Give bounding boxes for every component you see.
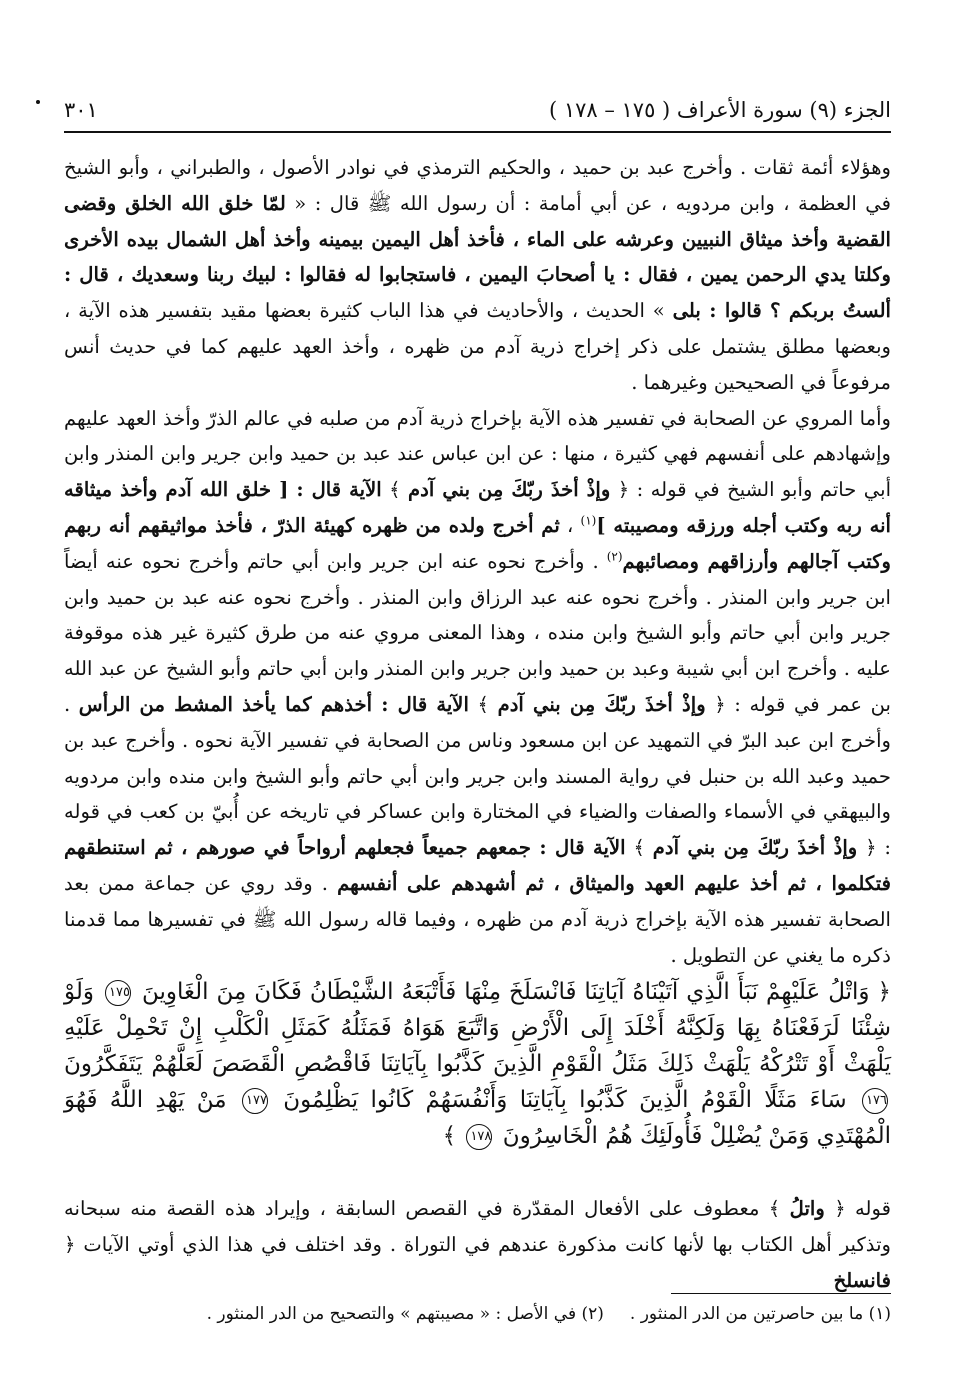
verse-text: وَلَوْ شِئْنَا لَرَفَعْنَاهُ بِهَا وَلَكِنَّهُ أَخْلَدَ إِلَى الْأَرْضِ وَاتَّبَعَ هَوَاهُ فَمَثَلُهُ كَمَثَلِ الْكَلْبِ إِنْ تَحْمِلْ عَلَيْهِ يَلْهَثْ أَوْ تَتْرُكْهُ يَلْهَثْ ذَلِكَ مَثَلُ الْقَوْمِ الَّذِينَ كَذَّبُوا بِآيَاتِنَا فَاقْصُصِ الْقَصَصَ لَعَلَّهُمْ يَتَفَكَّرُونَ xyxy=(64,979,891,1077)
verse-text: مَنْ يَهْدِ اللَّهُ فَهُوَ الْمُهْتَدِي وَمَنْ يُضْلِلْ فَأُولَئِكَ هُمُ الْخَاسِرُونَ xyxy=(64,1087,891,1149)
footnotes xyxy=(64,1300,891,1328)
bold-text: الآية قال : [ خلق الله آدم وأخذ ميثاقه أنه ربه وكتب أجله ورزقه ومصيبته ] xyxy=(64,478,891,537)
page-number: ٣٠١ xyxy=(64,98,98,122)
text-run: ، xyxy=(559,513,581,537)
bold-text: وإذْ أخذَ ربّكَ مِن بني آدم xyxy=(408,478,611,502)
text-run: ﴾ xyxy=(381,478,409,502)
footnote-ref: (٢) xyxy=(606,549,623,564)
verse-text: سَاءَ مَثَلًا الْقَوْمُ الَّذِينَ كَذَّبُوا بِآيَاتِنَا وَأَنْفُسَهُمْ كَانُوا يَظْلِمُونَ xyxy=(270,1087,847,1113)
text-run: وهؤلاء أئمة ثقات . وأخرج عبد بن حميد ، والحكيم الترمذي في نوادر الأصول ، والطبراني ، وأبو الشيخ في العظمة ، وابن مردويه ، عن أبي أمامة : أن رسول الله ﷺ قال : « xyxy=(64,156,891,215)
bold-text: وإذْ أخذَ ربّكَ مِن بني آدم xyxy=(652,836,858,860)
text-run: قوله ﴿ xyxy=(824,1197,891,1220)
header-rule xyxy=(64,131,891,133)
text-run: . وأخرج ابن عبد البرّ في التمهيد عن ابن مسعود وناس من الصحابة في تفسير الآية نحوه . وأخرج عبد بن حميد وعبد الله بن حنبل في رواية المسند وابن جرير وابن أبي حاتم وأبو الشيخ وابن منده وابن مردويه والبيهقي في الأسماء والصفات والضياء في المختارة وابن عساكر في تاريخه عن أُبيّ بن كعب في قوله : ﴿ xyxy=(64,692,892,860)
ayah-number-marker: ١٧٨ xyxy=(466,1124,492,1150)
bold-text: الآية قال : جمعهم جميعاً فجعلهم أرواحاً في صورهم ، ثم استنطقهم فتكلموا ، ثم أخذ عليهم العهد والميثاق ، ثم أشهدهم على أنفسهم xyxy=(64,836,891,895)
ayah-number-marker: ١٧٧ xyxy=(242,1088,268,1114)
footnote-rule xyxy=(671,1293,891,1294)
text-run: . وقد روي عن جماعة ممن بعد الصحابة تفسير هذه الآية بإخراج ذرية آدم من ظهره ، وفيما قاله رسول الله ﷺ في تفسيرها مما قدمنا ذكره ما يغني عن التطويل . xyxy=(64,871,891,967)
bold-text: واتلُ xyxy=(789,1197,825,1220)
commentary-body xyxy=(64,150,891,973)
text-run: . وأخرج نحوه عنه ابن جرير وابن أبي حاتم وأخرج نحوه عنه أيضاً ابن جرير وابن المنذر . وأخرج نحوه عنه عبد الرزاق وابن المنذر . وأخرج نحوه عنه عبد بن حميد وابن جرير وابن أبي حاتم وأبو الشيخ وابن منده ، وهذا المعنى مروي عنه من طرق كثيرة غير هذه موقوفة عليه . وأخرج ابن أبي شيبة وعبد بن حميد وابن جرير وابن المنذر وابن أبي حاتم وأبو الشيخ عن عبد الله بن عمر في قوله : ﴿ xyxy=(64,549,892,716)
footnote-1: (١) ما بين حاصرتين من الدر المنثور . xyxy=(629,1304,891,1324)
footnote-ref: (١) xyxy=(580,513,597,528)
quran-verses-block xyxy=(64,974,891,1154)
closing-bracket: ﴾ xyxy=(442,1123,464,1149)
text-run: ﴾ معطوف على الأفعال المقدّرة في القصص السابقة ، وإيراد هذه القصة منه سبحانه وتذكير أهل الكتاب بها لأنها كانت مذكورة عندهم في التوراة . وقد اختلف في هذا الذي أوتي الآيات ﴿ xyxy=(64,1197,891,1256)
bold-text: الآية قال : أخذهم كما يأخذ المشط من الرأس xyxy=(78,692,469,716)
running-header xyxy=(64,92,891,128)
paragraph-3 xyxy=(64,1191,891,1298)
text-run: وأما المروي عن الصحابة في تفسير هذه الآية بإخراج ذرية آدم من صلبه في عالم الذرّ وأخذ العهد عليهم وإشهادهم على أنفسهم فهي كثيرة ، منها : عن ابن عباس عند عبد بن حميد وابن جرير وابن المنذر وابن أبي حاتم وأبو الشيخ في قوله : ﴿ xyxy=(64,406,892,502)
paragraph-2 xyxy=(64,401,891,974)
ayah-number-marker: ١٧٦ xyxy=(862,1088,888,1114)
margin-dot xyxy=(36,100,40,104)
bold-text: وإذْ أخذَ ربّكَ مِن بني آدم xyxy=(497,692,706,716)
header-title: الجزء (٩) سورة الأعراف ( ١٧٥ – ١٧٨ ) xyxy=(548,98,891,122)
footnote-2: (٢) في الأصل : « مصيبتهم » والتصحيح من الدر المنثور . xyxy=(206,1304,604,1324)
bold-text: ثم أخرج ولده من ظهره كهيئة الذرّ ، فأخذ مواثيقهم أنه ربهم وكتب آجالهم وأرزاقهم ومصائبهم xyxy=(64,513,891,573)
text-run: ﴾ xyxy=(625,836,653,860)
bold-text: فانسلخ xyxy=(833,1268,891,1292)
verse-text: ﴿ وَاتْلُ عَلَيْهِمْ نَبَأَ الَّذِي آتَيْنَاهُ آيَاتِنَا فَانْسَلَخَ مِنْهَا فَأَتْبَعَهُ الشَّيْطَانُ فَكَانَ مِنَ الْغَاوِينَ xyxy=(133,979,891,1005)
ayah-number-marker: ١٧٥ xyxy=(105,980,131,1006)
commentary-continued xyxy=(64,1191,891,1298)
text-run: » الحديث ، والأحاديث في هذا الباب كثيرة بعضها مقيد بتفسير هذه الآية ، وبعضها مطلق يشتمل على ذكر إخراج ذرية آدم من ظهره ، وأخذ العهد عليهم كما في حديث أنس مرفوعاً في الصحيحين وغيرهما . xyxy=(64,299,891,394)
text-run: ﴾ xyxy=(468,692,498,716)
bold-text: لمّا خلق الله الخلق وقضى القضية وأخذ ميثاق النبيين وعرشه على الماء ، فأخذ أهل اليمين بيمينه وأخذ أهل الشمال بيده الأخرى وكلتا يدي الرحمن يمين ، فقال : يا أصحابَ اليمين ، فاستجابوا له فقالوا : لبيك ربنا وسعديك ، قال : ألستُ بربكم ؟ قالوا : بلى xyxy=(64,191,891,323)
paragraph-1 xyxy=(64,150,891,401)
